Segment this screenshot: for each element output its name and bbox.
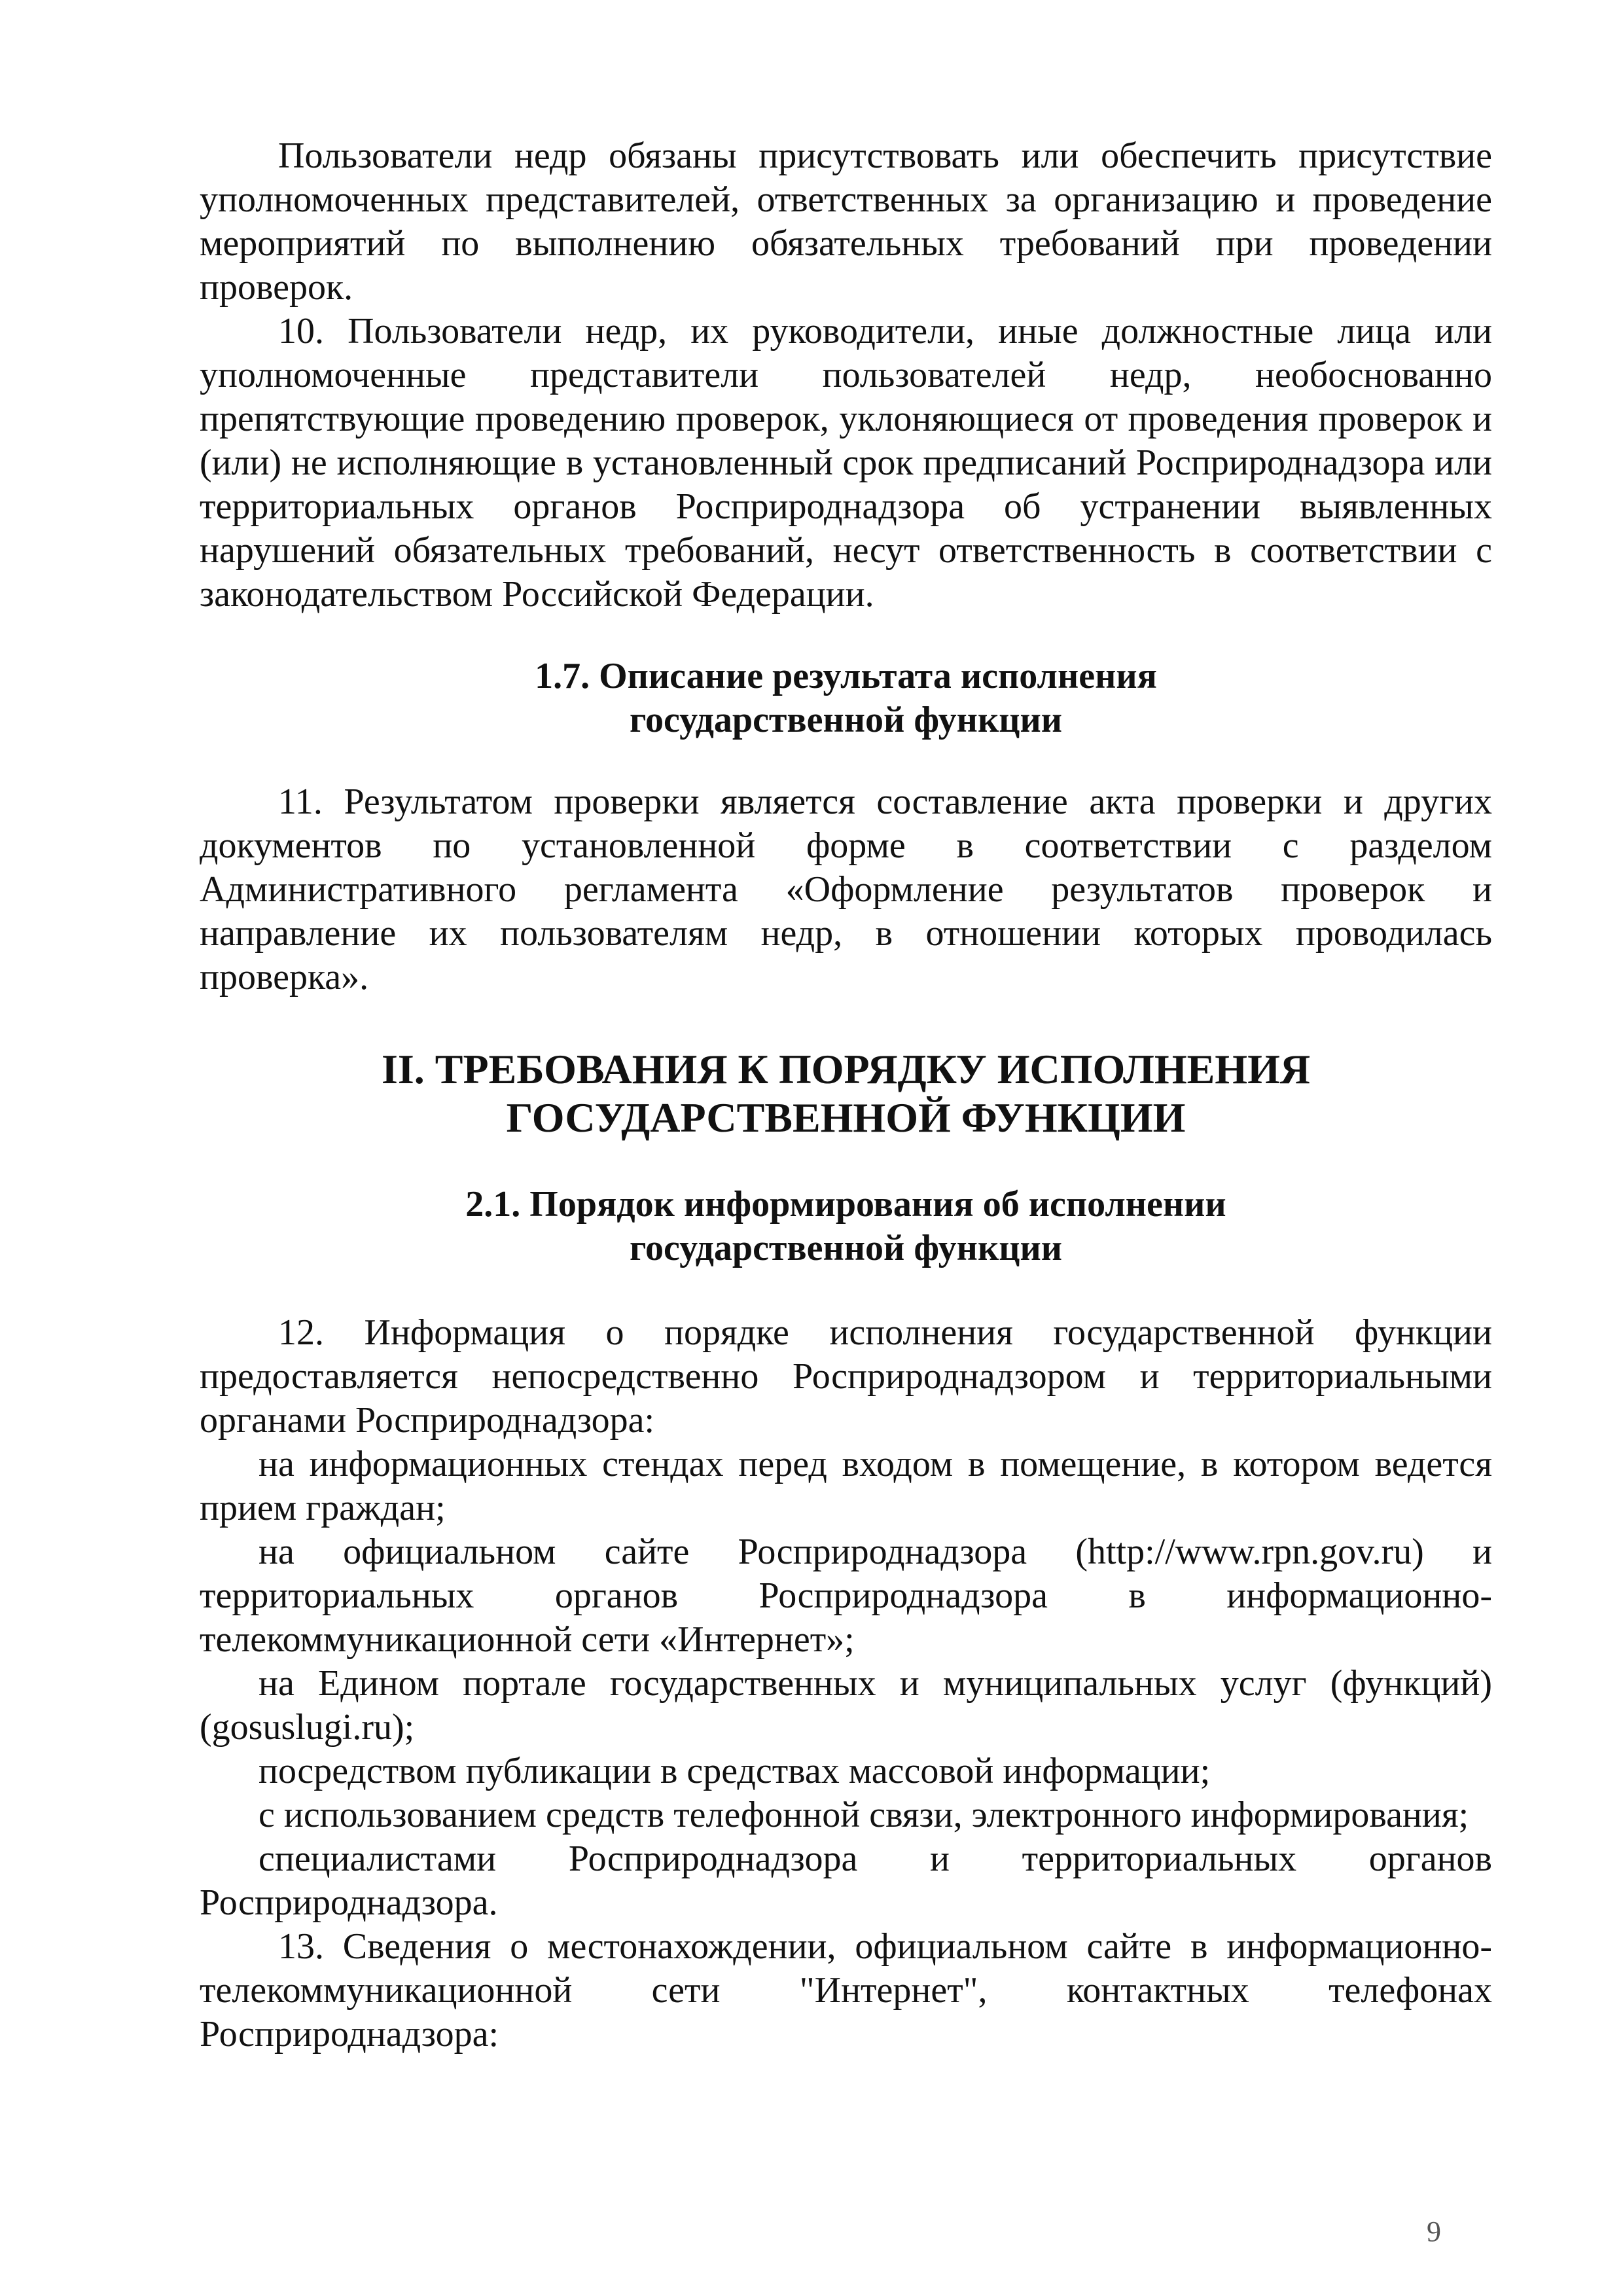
list-item: на Едином портале государственных и муниципальных услуг (функций) (gosuslugi.ru); (200, 1663, 1492, 1748)
page-number: 9 (1427, 2215, 1441, 2248)
list-item: специалистами Росприроднадзора и территориальных органов Росприроднадзора. (200, 1839, 1492, 1923)
list-item: на официальном сайте Росприроднадзора (http://www.rpn.gov.ru) и территориальных органов Росприроднадзора в информационно-телекоммуникационной сети «Интернет»; (200, 1532, 1492, 1660)
paragraph-intro: Пользователи недр обязаны присутствовать или обеспечить присутствие уполномоченных представителей, ответственных за организацию и проведение мероприятий по выполнению обязательных требований при проведении проверок. (200, 135, 1492, 308)
section-heading-1-7-line1: 1.7. Описание результата исполнения (535, 656, 1157, 696)
section-heading-1-7-line2: государственной функции (629, 700, 1063, 740)
section-heading-2-1 (200, 1183, 1492, 1270)
section-heading-2-1-line1: 2.1. Порядок информирования об исполнении (465, 1184, 1226, 1225)
paragraph-12: 12. Информация о порядке исполнения государственной функции предоставляется непосредственно Росприроднадзором и территориальными органами Росприроднадзора: (200, 1312, 1492, 1441)
paragraph-13: 13. Сведения о местонахождении, официальном сайте в информационно-телекоммуникационной сети "Интернет", контактных телефонах Росприроднадзора: (200, 1926, 1492, 2054)
chapter-heading-II (200, 1045, 1492, 1142)
chapter-heading-II-line2: ГОСУДАРСТВЕННОЙ ФУНКЦИИ (506, 1094, 1186, 1141)
list-item: с использованием средств телефонной связи, электронного информирования; (259, 1795, 1469, 1835)
list-item: на информационных стендах перед входом в помещение, в котором ведется прием граждан; (200, 1444, 1492, 1528)
paragraph-10: 10. Пользователи недр, их руководители, иные должностные лица или уполномоченные представители пользователей недр, необоснованно препятствующие проведению проверок, уклоняющиеся от проведения проверок и (или) не исполняющие в установленный срок предписаний Росприроднадзора или территориальных органов Росприроднадзора об устранении выявленных нарушений обязательных требований, несут ответственность в соответствии с законодательством Российской Федерации. (200, 311, 1492, 615)
chapter-heading-II-line1: II. ТРЕБОВАНИЯ К ПОРЯДКУ ИСПОЛНЕНИЯ (381, 1046, 1311, 1092)
list-item: посредством публикации в средствах массовой информации; (259, 1751, 1211, 1791)
section-heading-2-1-line2: государственной функции (629, 1228, 1063, 1268)
document-page (200, 134, 1492, 2056)
section-heading-1-7 (200, 655, 1492, 742)
paragraph-11: 11. Результатом проверки является составление акта проверки и других документов по установленной форме в соответствии с разделом Административного регламента «Оформление результатов проверок и направление их пользователям недр, в отношении которых проводилась проверка». (200, 781, 1492, 997)
